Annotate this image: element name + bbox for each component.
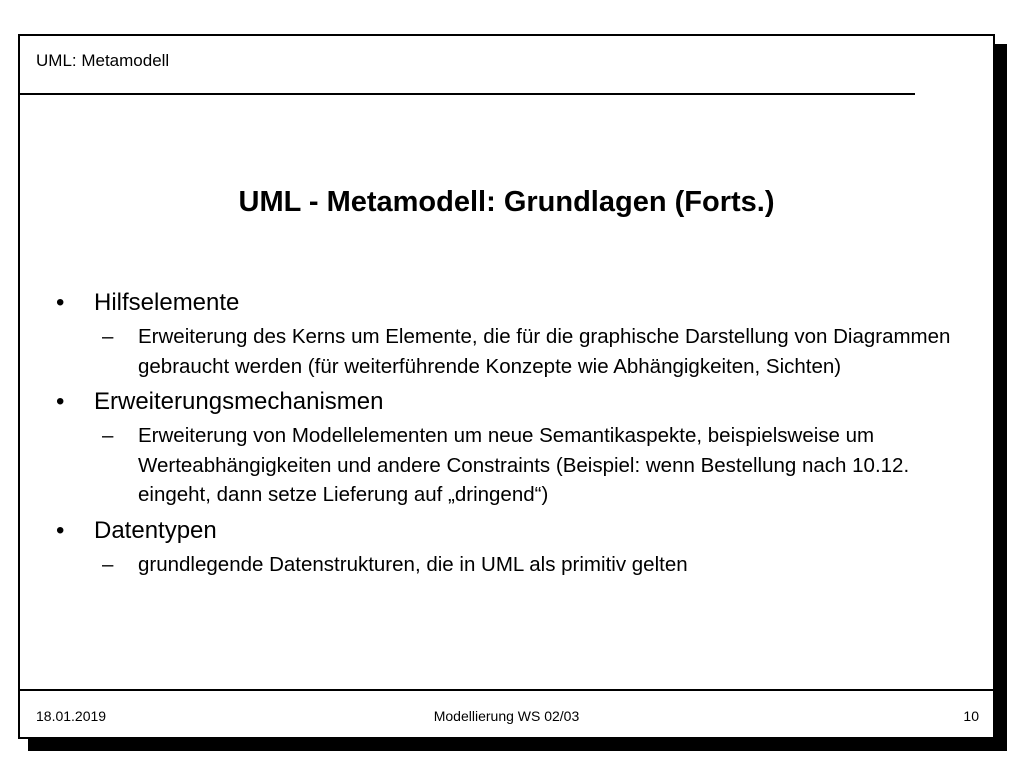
sub-item-text: Erweiterung von Modellelementen um neue Semantikaspekte, beispielsweise um Werteabhängigkeiten und andere Constraints (Beispiel: wenn Bestellung nach 10.12. eingeht, dann setze Lieferung auf „dringend“) xyxy=(138,424,910,506)
slide-title: UML - Metamodell: Grundlagen (Forts.) xyxy=(238,186,775,218)
header-divider xyxy=(20,93,915,95)
footer-page-number: 10 xyxy=(963,708,979,724)
dash-marker: – xyxy=(102,552,114,576)
sub-item-text: grundlegende Datenstrukturen, die in UML als primitiv gelten xyxy=(138,552,688,576)
slide-content xyxy=(54,282,974,585)
bullet-label: Hilfselemente xyxy=(94,289,240,316)
bullet-item xyxy=(54,288,974,318)
bullet-marker: • xyxy=(56,516,65,544)
bullet-marker: • xyxy=(56,388,65,415)
sub-item xyxy=(54,322,974,381)
dash-marker: – xyxy=(102,325,114,348)
dash-marker: – xyxy=(102,424,114,447)
sub-item xyxy=(54,421,974,510)
bullet-label: Datentypen xyxy=(94,516,217,544)
sub-item xyxy=(54,550,974,580)
slide xyxy=(18,34,995,739)
bullet-item xyxy=(54,387,974,417)
bullet-marker: • xyxy=(56,289,65,316)
bullet-item xyxy=(54,516,974,546)
footer-date: 18.01.2019 xyxy=(36,708,107,724)
footer-divider xyxy=(20,689,993,691)
header-label: UML: Metamodell xyxy=(36,51,170,70)
footer-course: Modellierung WS 02/03 xyxy=(433,708,580,724)
bullet-label: Erweiterungsmechanismen xyxy=(94,388,384,415)
sub-item-text: Erweiterung des Kerns um Elemente, die für die graphische Darstellung von Diagrammen gebraucht werden (für weiterführende Konzepte wie Abhängigkeiten, Sichten) xyxy=(138,325,951,378)
